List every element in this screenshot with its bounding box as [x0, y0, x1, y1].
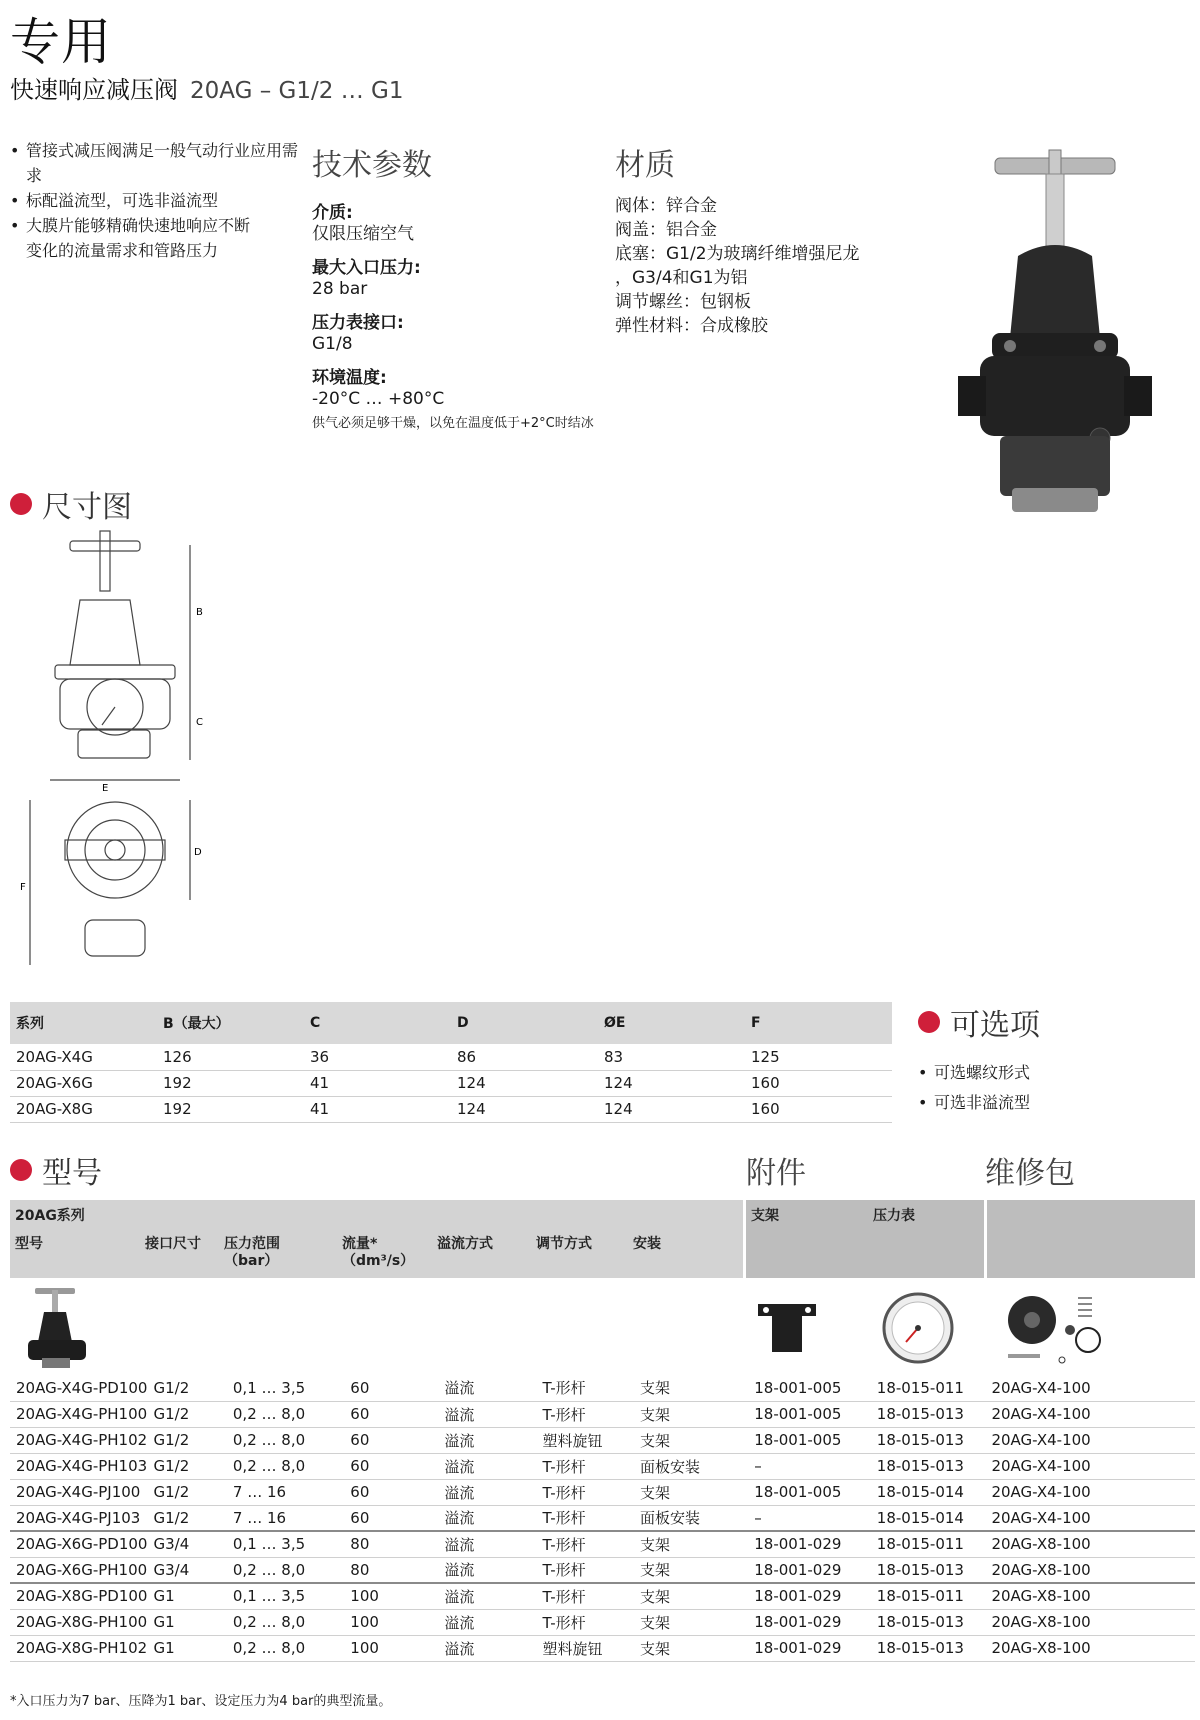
model-cell: 溢流 [438, 1427, 536, 1453]
model-cell: 20AG-X4-100 [985, 1375, 1195, 1401]
feature-item: • 大膜片能够精确快速地响应不断 [10, 213, 310, 238]
model-cell: T-形杆 [536, 1479, 634, 1505]
dimension-cell: 192 [157, 1070, 304, 1096]
model-cell: 0,2 … 8,0 [227, 1453, 344, 1479]
model-cell: G1 [147, 1583, 226, 1609]
model-cell: 18-015-013 [871, 1635, 986, 1661]
model-cell: 塑料旋钮 [536, 1427, 634, 1453]
model-cell: 溢流 [438, 1531, 536, 1557]
material-line: 阀盖：铝合金 [615, 220, 717, 240]
dim-label-f: F [20, 882, 26, 893]
model-cell: 20AG-X8G-PH100 [10, 1609, 147, 1635]
model-cell: T-形杆 [536, 1505, 634, 1531]
model-cell: 80 [344, 1531, 438, 1557]
col-adjust: 调节方式 [536, 1236, 592, 1252]
gauge-value: G1/8 [312, 334, 353, 354]
section-dot [10, 493, 32, 515]
model-cell: 18-001-005 [748, 1479, 871, 1505]
model-row [10, 1401, 1195, 1427]
model-cell: G1/2 [147, 1401, 226, 1427]
dim-col-f: F [745, 1002, 892, 1044]
model-cell: 0,2 … 8,0 [227, 1635, 344, 1661]
medium-label: 介质: [312, 203, 353, 223]
model-cell: G1/2 [147, 1505, 226, 1531]
section-dot [918, 1011, 940, 1033]
model-cell: 18-015-011 [871, 1583, 986, 1609]
pressure-gauge-icon [880, 1290, 956, 1366]
dimension-cell: 160 [745, 1070, 892, 1096]
temp-note: 供气必须足够干燥，以免在温度低于+2°C时结冰 [312, 416, 594, 431]
model-cell: 溢流 [438, 1479, 536, 1505]
dimension-cell: 126 [157, 1044, 304, 1070]
model-cell: 7 … 16 [227, 1479, 344, 1505]
model-cell: 面板安装 [634, 1505, 748, 1531]
dim-label-d: E [102, 783, 109, 794]
model-cell: 20AG-X4G-PJ103 [10, 1505, 147, 1531]
model-cell: G1/2 [147, 1375, 226, 1401]
footnote: *入口压力为7 bar、压降为1 bar、设定压力为4 bar的典型流量。 [10, 1694, 392, 1709]
dimension-cell: 125 [745, 1044, 892, 1070]
model-cell: 20AG-X8-100 [985, 1583, 1195, 1609]
model-cell: 0,2 … 8,0 [227, 1401, 344, 1427]
col-relief: 溢流方式 [437, 1236, 493, 1252]
pressure-label: 最大入口压力: [312, 258, 421, 278]
model-cell: 20AG-X4G-PH100 [10, 1401, 147, 1427]
col-bracket: 支架 [751, 1208, 779, 1224]
model-row [10, 1375, 1195, 1401]
model-row [10, 1505, 1195, 1531]
models-heading [10, 1148, 102, 1192]
model-cell: – [748, 1453, 871, 1479]
col-flow-label: 流量* [342, 1236, 378, 1252]
model-row [10, 1531, 1195, 1557]
dim-label-c: C [196, 717, 203, 728]
model-table-body [10, 1375, 1195, 1661]
model-cell: 溢流 [438, 1557, 536, 1583]
model-cell: T-形杆 [536, 1583, 634, 1609]
model-cell: 20AG-X6G-PH100 [10, 1557, 147, 1583]
model-cell: 0,2 … 8,0 [227, 1427, 344, 1453]
model-cell: 18-015-013 [871, 1401, 986, 1427]
dimension-heading-text: 尺寸图 [42, 490, 132, 525]
model-cell: T-形杆 [536, 1557, 634, 1583]
feature-item: • 标配溢流型，可选非溢流型 [10, 188, 310, 213]
bracket-icon [752, 1296, 822, 1360]
model-cell: 支架 [634, 1583, 748, 1609]
product-subtitle [10, 70, 403, 105]
model-cell: G1 [147, 1635, 226, 1661]
model-cell: 20AG-X4-100 [985, 1505, 1195, 1531]
model-cell: 20AG-X4-100 [985, 1401, 1195, 1427]
model-cell: G3/4 [147, 1557, 226, 1583]
col-port: 接口尺寸 [145, 1236, 201, 1252]
model-cell: 60 [344, 1505, 438, 1531]
dimension-cell: 20AG-X4G [10, 1044, 157, 1070]
model-cell: 18-015-013 [871, 1453, 986, 1479]
col-gauge: 压力表 [873, 1208, 915, 1224]
model-cell: 支架 [634, 1531, 748, 1557]
gauge-label: 压力表接口: [312, 313, 404, 333]
dimension-row [10, 1096, 892, 1122]
model-cell: 18-015-013 [871, 1609, 986, 1635]
model-cell: 支架 [634, 1427, 748, 1453]
model-cell: 20AG-X6G-PD100 [10, 1531, 147, 1557]
model-row [10, 1453, 1195, 1479]
model-cell: 7 … 16 [227, 1505, 344, 1531]
model-cell: 18-001-005 [748, 1401, 871, 1427]
model-cell: 18-001-005 [748, 1375, 871, 1401]
model-cell: 20AG-X8G-PD100 [10, 1583, 147, 1609]
dimension-cell: 160 [745, 1096, 892, 1122]
model-cell: 100 [344, 1609, 438, 1635]
model-cell: 18-015-013 [871, 1427, 986, 1453]
model-cell: 溢流 [438, 1635, 536, 1661]
model-cell: 60 [344, 1479, 438, 1505]
model-cell: 100 [344, 1583, 438, 1609]
model-cell: – [748, 1505, 871, 1531]
model-cell: 18-001-029 [748, 1557, 871, 1583]
dimension-cell: 20AG-X8G [10, 1096, 157, 1122]
model-cell: 18-001-029 [748, 1635, 871, 1661]
model-row [10, 1609, 1195, 1635]
dimension-table-body [10, 1044, 892, 1122]
model-cell: 18-015-014 [871, 1505, 986, 1531]
model-row [10, 1635, 1195, 1661]
dim-col-series: 系列 [10, 1002, 157, 1044]
material-line: ，G3/4和G1为铝 [615, 268, 748, 288]
model-cell: 0,2 … 8,0 [227, 1609, 344, 1635]
model-cell: 18-015-011 [871, 1531, 986, 1557]
model-cell: 20AG-X8-100 [985, 1531, 1195, 1557]
material-section [615, 140, 915, 338]
option-item: • 可选非溢流型 [918, 1088, 1040, 1118]
model-cell: 20AG-X8-100 [985, 1609, 1195, 1635]
model-cell: 20AG-X4G-PH103 [10, 1453, 147, 1479]
dim-label-b: B [196, 607, 203, 618]
material-line: 调节螺丝：包钢板 [615, 292, 751, 312]
model-cell: 18-001-029 [748, 1583, 871, 1609]
model-cell: G1 [147, 1609, 226, 1635]
model-cell: 溢流 [438, 1401, 536, 1427]
model-cell: 溢流 [438, 1505, 536, 1531]
dimension-cell: 36 [304, 1044, 451, 1070]
model-row [10, 1557, 1195, 1583]
model-cell: 20AG-X4G-PD100 [10, 1375, 147, 1401]
dimension-row [10, 1044, 892, 1070]
model-cell: 支架 [634, 1557, 748, 1583]
accessories-heading: 附件 [746, 1156, 806, 1191]
model-row [10, 1583, 1195, 1609]
material-line: 弹性材料：合成橡胶 [615, 316, 768, 336]
model-cell: 溢流 [438, 1375, 536, 1401]
model-cell: 60 [344, 1401, 438, 1427]
col-pressure-label: 压力范围 [224, 1236, 280, 1252]
model-cell: T-形杆 [536, 1609, 634, 1635]
dimension-cell: 124 [598, 1070, 745, 1096]
model-cell: 18-015-013 [871, 1557, 986, 1583]
model-cell: T-形杆 [536, 1453, 634, 1479]
dimension-cell: 83 [598, 1044, 745, 1070]
model-cell: T-形杆 [536, 1375, 634, 1401]
model-cell: 塑料旋钮 [536, 1635, 634, 1661]
model-cell: 60 [344, 1453, 438, 1479]
material-line: 底塞：G1/2为玻璃纤维增强尼龙 [615, 244, 860, 264]
model-cell: G3/4 [147, 1531, 226, 1557]
col-pressure [224, 1236, 280, 1270]
model-cell: 18-001-029 [748, 1531, 871, 1557]
service-kit-icon [1000, 1290, 1110, 1370]
dimension-cell: 86 [451, 1044, 598, 1070]
temp-label: 环境温度: [312, 368, 387, 388]
model-cell: 0,2 … 8,0 [227, 1557, 344, 1583]
spec-heading: 技术参数 [312, 148, 432, 183]
dimension-cell: 124 [598, 1096, 745, 1122]
dimension-table [10, 1002, 892, 1123]
model-cell: 支架 [634, 1401, 748, 1427]
dim-col-e: ØE [598, 1002, 745, 1044]
dim-col-d: D [451, 1002, 598, 1044]
model-cell: 20AG-X8-100 [985, 1635, 1195, 1661]
models-heading-text: 型号 [42, 1156, 102, 1191]
model-cell: 18-015-011 [871, 1375, 986, 1401]
feature-item: • 管接式减压阀满足一般气动行业应用需求 [10, 138, 310, 188]
dimension-cell: 41 [304, 1096, 451, 1122]
options-heading: 可选项 [950, 1008, 1040, 1043]
dimension-cell: 192 [157, 1096, 304, 1122]
model-table-header [10, 1200, 1195, 1278]
model-cell: T-形杆 [536, 1531, 634, 1557]
model-cell: 0,1 … 3,5 [227, 1375, 344, 1401]
dimension-top-drawing [20, 790, 200, 970]
model-header-accessories [746, 1200, 984, 1278]
col-mount: 安装 [633, 1236, 661, 1252]
temp-value: -20°C … +80°C [312, 389, 445, 409]
dimension-cell: 41 [304, 1070, 451, 1096]
model-cell: 支架 [634, 1375, 748, 1401]
col-model: 型号 [15, 1236, 43, 1252]
model-cell: 支架 [634, 1635, 748, 1661]
model-cell: 18-001-005 [748, 1427, 871, 1453]
model-cell: 20AG-X4G-PH102 [10, 1427, 147, 1453]
model-cell: G1/2 [147, 1479, 226, 1505]
model-cell: 20AG-X4-100 [985, 1479, 1195, 1505]
series-label: 20AG系列 [15, 1208, 85, 1224]
dim-label-e: D [194, 847, 202, 858]
model-cell: G1/2 [147, 1427, 226, 1453]
model-header-kit [987, 1200, 1195, 1278]
dim-col-c: C [304, 1002, 451, 1044]
model-cell: 0,1 … 3,5 [227, 1531, 344, 1557]
model-cell: 60 [344, 1427, 438, 1453]
feature-item-continued: 变化的流量需求和管路压力 [26, 241, 219, 260]
feature-list [10, 138, 310, 263]
model-table [10, 1375, 1195, 1662]
model-cell: G1/2 [147, 1453, 226, 1479]
model-cell: 0,1 … 3,5 [227, 1583, 344, 1609]
dimension-cell: 124 [451, 1096, 598, 1122]
dimension-cell: 20AG-X6G [10, 1070, 157, 1096]
medium-value: 仅限压缩空气 [312, 224, 414, 244]
dimension-side-drawing [40, 525, 210, 794]
pressure-value: 28 bar [312, 279, 368, 299]
option-item: • 可选螺纹形式 [918, 1058, 1040, 1088]
model-cell: 20AG-X4-100 [985, 1427, 1195, 1453]
section-dot [10, 1159, 32, 1181]
col-flow [342, 1236, 414, 1270]
model-cell: 20AG-X4G-PJ100 [10, 1479, 147, 1505]
model-row [10, 1479, 1195, 1505]
dimension-cell: 124 [451, 1070, 598, 1096]
model-cell: 支架 [634, 1609, 748, 1635]
model-cell: 支架 [634, 1479, 748, 1505]
page-title: 专用 [10, 13, 112, 71]
model-cell: 溢流 [438, 1453, 536, 1479]
model-cell: 80 [344, 1557, 438, 1583]
dim-col-b: B（最大） [157, 1002, 304, 1044]
material-line: 阀体：锌合金 [615, 196, 717, 216]
material-heading: 材质 [615, 148, 675, 183]
product-code: 20AG – G1/2 … G1 [190, 78, 404, 104]
product-photo [940, 138, 1180, 538]
model-cell: 100 [344, 1635, 438, 1661]
model-cell: 面板安装 [634, 1453, 748, 1479]
model-cell: 60 [344, 1375, 438, 1401]
model-thumbnail [20, 1284, 100, 1372]
dimension-heading [10, 482, 132, 526]
product-name: 快速响应减压阀 [10, 76, 178, 104]
options-section [918, 1000, 1040, 1118]
model-row [10, 1427, 1195, 1453]
service-kit-heading: 维修包 [985, 1156, 1075, 1191]
model-cell: 20AG-X4-100 [985, 1453, 1195, 1479]
model-cell: 18-015-014 [871, 1479, 986, 1505]
options-list [918, 1058, 1040, 1118]
col-flow-unit: （dm³/s） [342, 1253, 415, 1269]
model-cell: 20AG-X8G-PH102 [10, 1635, 147, 1661]
model-cell: 18-001-029 [748, 1609, 871, 1635]
model-cell: 溢流 [438, 1583, 536, 1609]
model-cell: 溢流 [438, 1609, 536, 1635]
dimension-row [10, 1070, 892, 1096]
col-pressure-unit: （bar） [224, 1253, 279, 1269]
spec-section [312, 140, 612, 431]
model-cell: 20AG-X8-100 [985, 1557, 1195, 1583]
model-cell: T-形杆 [536, 1401, 634, 1427]
